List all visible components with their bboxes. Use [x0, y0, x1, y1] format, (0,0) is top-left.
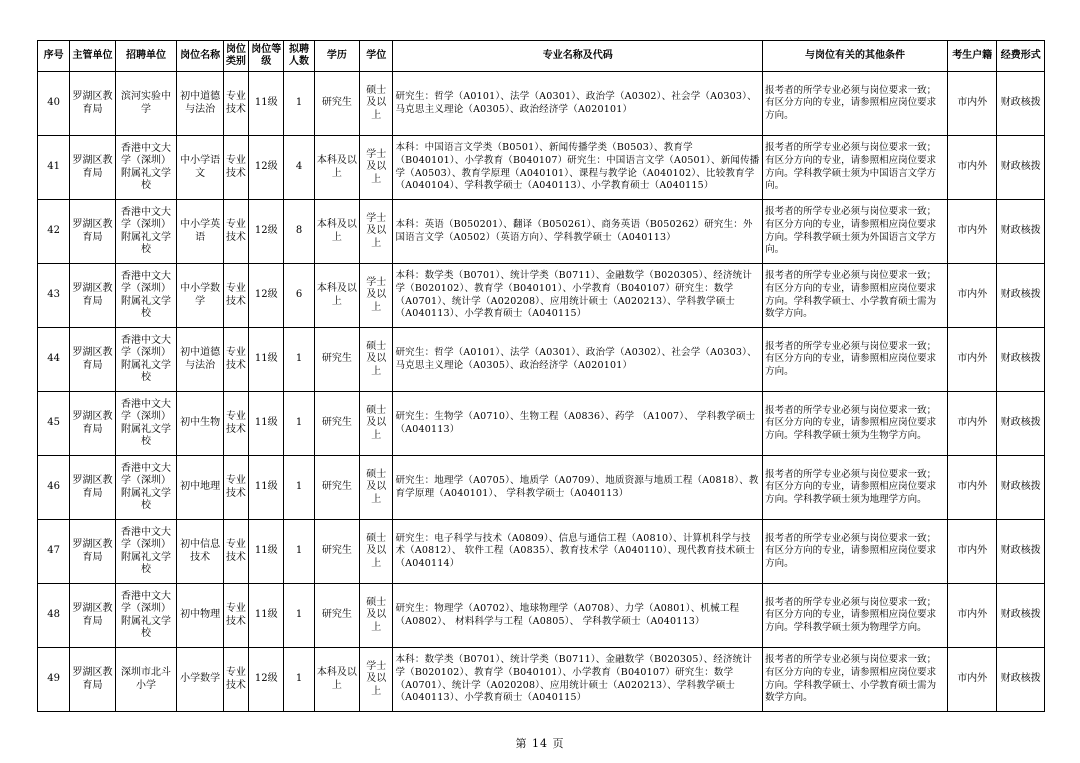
category-cell: 专业技术 — [223, 264, 248, 328]
row-number: 47 — [38, 520, 70, 584]
table-header-row — [38, 41, 1045, 72]
hukou-cell: 市内外 — [947, 520, 996, 584]
unit-cell: 香港中文大学（深圳）附属礼文学校 — [115, 392, 177, 456]
conditions-cell: 报考者的所学专业必须与岗位要求一致；有区分方向的专业，请参照相应岗位要求方向。 — [763, 328, 948, 392]
funding-cell: 财政核拨 — [997, 392, 1045, 456]
table-row — [38, 328, 1045, 392]
level-cell: 11级 — [249, 456, 284, 520]
table-row — [38, 200, 1045, 264]
row-number: 48 — [38, 584, 70, 648]
header-major: 专业名称及代码 — [393, 41, 763, 72]
major-cell: 研究生：地理学（A0705）、地质学（A0709）、地质资源与地质工程（A0818）、教育学原理（A040101）、 学科教学硕士（A040113） — [393, 456, 763, 520]
post-cell: 中小学语文 — [177, 136, 223, 200]
major-cell: 研究生：哲学（A0101）、法学（A0301）、政治学（A0302）、社会学（A0303）、马克思主义理论（A0305）、政治经济学（A020101） — [393, 72, 763, 136]
dept-cell: 罗湖区教育局 — [70, 584, 115, 648]
count-cell: 1 — [284, 584, 314, 648]
dept-cell: 罗湖区教育局 — [70, 136, 115, 200]
unit-cell: 香港中文大学（深圳）附属礼文学校 — [115, 264, 177, 328]
post-cell: 中小学英语 — [177, 200, 223, 264]
unit-cell: 香港中文大学（深圳）附属礼文学校 — [115, 136, 177, 200]
funding-cell: 财政核拨 — [997, 200, 1045, 264]
unit-cell: 滨河实验中学 — [115, 72, 177, 136]
unit-cell: 香港中文大学（深圳）附属礼文学校 — [115, 584, 177, 648]
level-cell: 12级 — [249, 136, 284, 200]
recruitment-table — [37, 40, 1045, 712]
unit-cell: 深圳市北斗小学 — [115, 648, 177, 712]
row-number: 49 — [38, 648, 70, 712]
degree-cell: 学士及以上 — [360, 264, 393, 328]
unit-cell: 香港中文大学（深圳）附属礼文学校 — [115, 520, 177, 584]
page-number: 第 14 页 — [515, 737, 565, 750]
education-cell: 本科及以上 — [314, 136, 359, 200]
header-post: 岗位名称 — [177, 41, 223, 72]
hukou-cell: 市内外 — [947, 648, 996, 712]
category-cell: 专业技术 — [223, 200, 248, 264]
funding-cell: 财政核拨 — [997, 456, 1045, 520]
major-cell: 研究生：生物学（A0710）、生物工程（A0836）、药学 （A1007）、 学科教学硕士（A040113） — [393, 392, 763, 456]
header-level: 岗位等级 — [249, 41, 284, 72]
conditions-cell: 报考者的所学专业必须与岗位要求一致；有区分方向的专业，请参照相应岗位要求方向。学科教学硕士须为地理学方向。 — [763, 456, 948, 520]
table-row — [38, 584, 1045, 648]
major-cell: 本科：数学类（B0701）、统计学类（B0711）、金融数学（B020305）、经济统计学（B020102）、教育学（B040101）、小学教育（B040107）研究生：数学（A0701）、统计学（A020208）、应用统计硕士（A020213）、学科教学硕士（A040113）、小学教育硕士（A040115） — [393, 264, 763, 328]
level-cell: 12级 — [249, 200, 284, 264]
major-cell: 本科：数学类（B0701）、统计学类（B0711）、金融数学（B020305）、经济统计学（B020102）、教育学（B040101）、小学教育（B040107）研究生：数学（A0701）、统计学（A020208）、应用统计硕士（A020213）、学科教学硕士（A040113）、小学教育硕士（A040115） — [393, 648, 763, 712]
major-cell: 研究生：哲学（A0101）、法学（A0301）、政治学（A0302）、社会学（A0303）、马克思主义理论（A0305）、政治经济学（A020101） — [393, 328, 763, 392]
dept-cell: 罗湖区教育局 — [70, 200, 115, 264]
category-cell: 专业技术 — [223, 648, 248, 712]
conditions-cell: 报考者的所学专业必须与岗位要求一致；有区分方向的专业，请参照相应岗位要求方向。学科教学硕士、小学教育硕士需为数学方向。 — [763, 264, 948, 328]
degree-cell: 学士及以上 — [360, 200, 393, 264]
row-number: 45 — [38, 392, 70, 456]
conditions-cell: 报考者的所学专业必须与岗位要求一致；有区分方向的专业，请参照相应岗位要求方向。 — [763, 72, 948, 136]
category-cell: 专业技术 — [223, 456, 248, 520]
post-cell: 初中道德与法治 — [177, 328, 223, 392]
education-cell: 本科及以上 — [314, 200, 359, 264]
dept-cell: 罗湖区教育局 — [70, 456, 115, 520]
header-hukou: 考生户籍 — [947, 41, 996, 72]
hukou-cell: 市内外 — [947, 584, 996, 648]
major-cell: 本科：英语（B050201）、翻译（B050261）、商务英语（B050262）研究生：外国语言文学（A0502）（英语方向）、学科教学硕士（A040113） — [393, 200, 763, 264]
table-row — [38, 392, 1045, 456]
category-cell: 专业技术 — [223, 584, 248, 648]
degree-cell: 硕士及以上 — [360, 72, 393, 136]
conditions-cell: 报考者的所学专业必须与岗位要求一致；有区分方向的专业，请参照相应岗位要求方向。学科教学硕士须为物理学方向。 — [763, 584, 948, 648]
hukou-cell: 市内外 — [947, 264, 996, 328]
category-cell: 专业技术 — [223, 392, 248, 456]
post-cell: 初中道德与法治 — [177, 72, 223, 136]
funding-cell: 财政核拨 — [997, 520, 1045, 584]
post-cell: 小学数学 — [177, 648, 223, 712]
header-funding: 经费形式 — [997, 41, 1045, 72]
table-body — [38, 72, 1045, 712]
level-cell: 11级 — [249, 584, 284, 648]
post-cell: 初中物理 — [177, 584, 223, 648]
conditions-cell: 报考者的所学专业必须与岗位要求一致；有区分方向的专业，请参照相应岗位要求方向。学科教学硕士须为生物学方向。 — [763, 392, 948, 456]
education-cell: 本科及以上 — [314, 648, 359, 712]
row-number: 43 — [38, 264, 70, 328]
count-cell: 1 — [284, 520, 314, 584]
level-cell: 11级 — [249, 72, 284, 136]
count-cell: 1 — [284, 72, 314, 136]
degree-cell: 硕士及以上 — [360, 392, 393, 456]
header-category: 岗位类别 — [223, 41, 248, 72]
post-cell: 初中信息技术 — [177, 520, 223, 584]
table-row — [38, 264, 1045, 328]
dept-cell: 罗湖区教育局 — [70, 328, 115, 392]
funding-cell: 财政核拨 — [997, 648, 1045, 712]
hukou-cell: 市内外 — [947, 72, 996, 136]
level-cell: 11级 — [249, 328, 284, 392]
dept-cell: 罗湖区教育局 — [70, 520, 115, 584]
hukou-cell: 市内外 — [947, 200, 996, 264]
header-no: 序号 — [38, 41, 70, 72]
education-cell: 研究生 — [314, 456, 359, 520]
education-cell: 研究生 — [314, 520, 359, 584]
header-degree: 学位 — [360, 41, 393, 72]
header-conditions: 与岗位有关的其他条件 — [763, 41, 948, 72]
dept-cell: 罗湖区教育局 — [70, 392, 115, 456]
conditions-cell: 报考者的所学专业必须与岗位要求一致；有区分方向的专业，请参照相应岗位要求方向。学科教学硕士、小学教育硕士需为数学方向。 — [763, 648, 948, 712]
hukou-cell: 市内外 — [947, 392, 996, 456]
degree-cell: 学士及以上 — [360, 136, 393, 200]
header-education: 学历 — [314, 41, 359, 72]
degree-cell: 硕士及以上 — [360, 456, 393, 520]
table-row — [38, 648, 1045, 712]
count-cell: 8 — [284, 200, 314, 264]
dept-cell: 罗湖区教育局 — [70, 72, 115, 136]
post-cell: 初中地理 — [177, 456, 223, 520]
hukou-cell: 市内外 — [947, 136, 996, 200]
category-cell: 专业技术 — [223, 520, 248, 584]
row-number: 44 — [38, 328, 70, 392]
category-cell: 专业技术 — [223, 72, 248, 136]
count-cell: 1 — [284, 456, 314, 520]
funding-cell: 财政核拨 — [997, 264, 1045, 328]
row-number: 46 — [38, 456, 70, 520]
header-unit: 招聘单位 — [115, 41, 177, 72]
degree-cell: 硕士及以上 — [360, 520, 393, 584]
table-row — [38, 72, 1045, 136]
table-row — [38, 456, 1045, 520]
unit-cell: 香港中文大学（深圳）附属礼文学校 — [115, 200, 177, 264]
education-cell: 本科及以上 — [314, 264, 359, 328]
count-cell: 4 — [284, 136, 314, 200]
education-cell: 研究生 — [314, 392, 359, 456]
hukou-cell: 市内外 — [947, 328, 996, 392]
funding-cell: 财政核拨 — [997, 136, 1045, 200]
degree-cell: 硕士及以上 — [360, 584, 393, 648]
funding-cell: 财政核拨 — [997, 584, 1045, 648]
dept-cell: 罗湖区教育局 — [70, 264, 115, 328]
table-row — [38, 520, 1045, 584]
count-cell: 1 — [284, 328, 314, 392]
hukou-cell: 市内外 — [947, 456, 996, 520]
level-cell: 11级 — [249, 520, 284, 584]
conditions-cell: 报考者的所学专业必须与岗位要求一致；有区分方向的专业，请参照相应岗位要求方向。 — [763, 520, 948, 584]
header-dept: 主管单位 — [70, 41, 115, 72]
post-cell: 初中生物 — [177, 392, 223, 456]
post-cell: 中小学数学 — [177, 264, 223, 328]
row-number: 42 — [38, 200, 70, 264]
level-cell: 12级 — [249, 648, 284, 712]
major-cell: 研究生：物理学（A0702）、地球物理学（A0708）、力学（A0801）、机械工程（A0802）、 材料科学与工程（A0805）、 学科教学硕士（A040113） — [393, 584, 763, 648]
education-cell: 研究生 — [314, 72, 359, 136]
category-cell: 专业技术 — [223, 136, 248, 200]
level-cell: 12级 — [249, 264, 284, 328]
funding-cell: 财政核拨 — [997, 328, 1045, 392]
major-cell: 本科：中国语言文学类（B0501）、新闻传播学类（B0503）、教育学（B040101）、小学教育（B040107）研究生：中国语言文学（A0501）、新闻传播学（A0503）、教育学原理（A040101）、课程与教学论（A040102）、比较教育学（A040104）、学科教学硕士（A040113）、小学教育硕士（A040115） — [393, 136, 763, 200]
table-row — [38, 136, 1045, 200]
conditions-cell: 报考者的所学专业必须与岗位要求一致；有区分方向的专业，请参照相应岗位要求方向。学科教学硕士须为中国语言文学方向。 — [763, 136, 948, 200]
unit-cell: 香港中文大学（深圳）附属礼文学校 — [115, 328, 177, 392]
education-cell: 研究生 — [314, 584, 359, 648]
degree-cell: 硕士及以上 — [360, 328, 393, 392]
count-cell: 6 — [284, 264, 314, 328]
count-cell: 1 — [284, 392, 314, 456]
level-cell: 11级 — [249, 392, 284, 456]
row-number: 40 — [38, 72, 70, 136]
row-number: 41 — [38, 136, 70, 200]
header-count: 拟聘人数 — [284, 41, 314, 72]
dept-cell: 罗湖区教育局 — [70, 648, 115, 712]
category-cell: 专业技术 — [223, 328, 248, 392]
conditions-cell: 报考者的所学专业必须与岗位要求一致；有区分方向的专业，请参照相应岗位要求方向。学科教学硕士须为外国语言文学方向。 — [763, 200, 948, 264]
degree-cell: 学士及以上 — [360, 648, 393, 712]
education-cell: 研究生 — [314, 328, 359, 392]
count-cell: 1 — [284, 648, 314, 712]
funding-cell: 财政核拨 — [997, 72, 1045, 136]
unit-cell: 香港中文大学（深圳）附属礼文学校 — [115, 456, 177, 520]
major-cell: 研究生：电子科学与技术（A0809）、信息与通信工程（A0810）、计算机科学与技术（A0812）、 软件工程（A0835）、教育技术学（A040110）、现代教育技术硕士（A040114） — [393, 520, 763, 584]
